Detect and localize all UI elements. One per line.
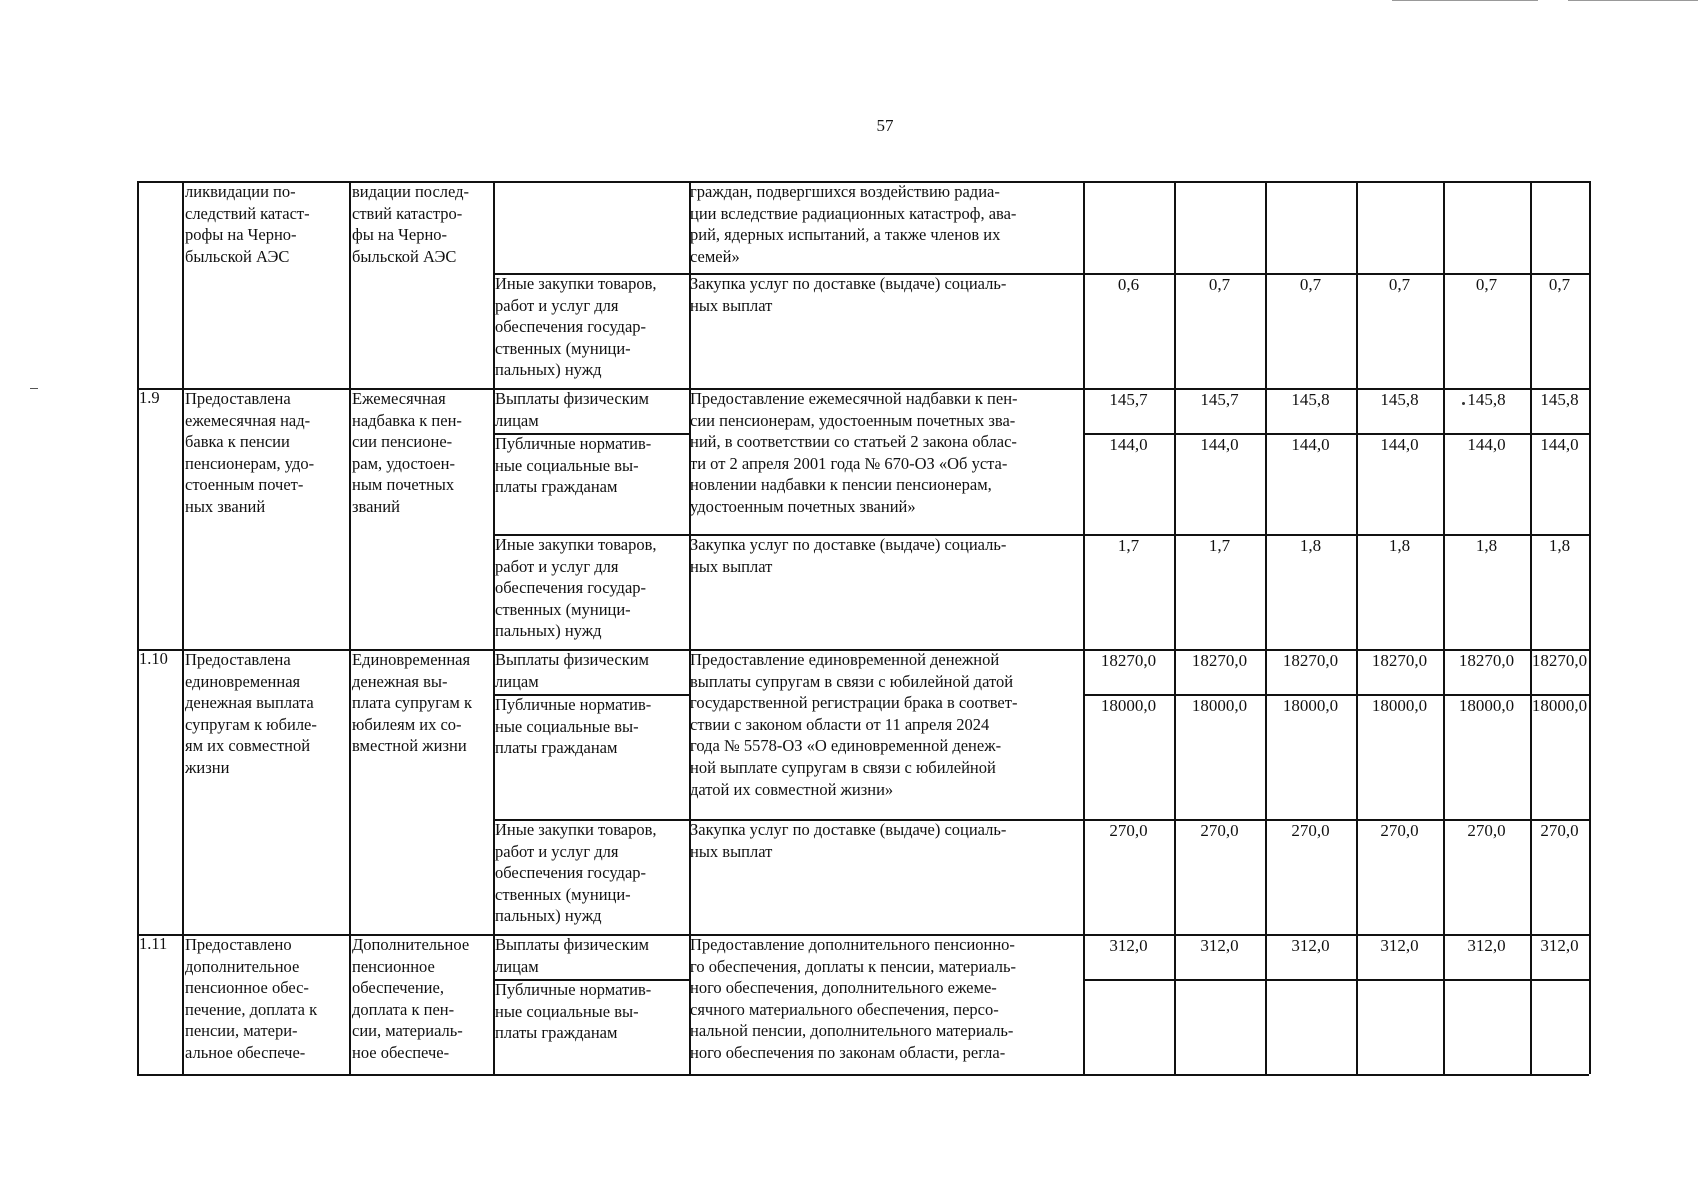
year-value: 312,0 [1200,936,1239,955]
budget-table [137,181,1589,1074]
year-value: 1,8 [1299,536,1322,555]
measure-description: Дополнительное пенсионное обеспечение, доплата к пен- сии, материаль- ное обеспече- [352,935,470,1062]
year-value: 145,8 [1291,390,1330,409]
direction-text: Закупка услуг по доставке (выдаче) социаль- ных выплат [690,535,1007,576]
year-value: 1,7 [1208,536,1231,555]
expense-type: Публичные норматив- ные социальные вы- платы гражданам [495,980,652,1043]
year-value: 18270,0 [1371,651,1428,670]
direction-text: Закупка услуг по доставке (выдаче) социаль- ных выплат [690,274,1007,315]
measure-name: Предоставлена единовременная денежная выплата супругам к юбиле- ям их совместной жизни [185,650,317,777]
year-value: 144,0 [1109,435,1148,454]
year-value: 144,0 [1200,435,1239,454]
direction-text: граждан, подвергшихся воздействию радиа- ции вследствие радиационных катастроф, ава- рий, ядерных испытаний, а также членов их семей» [690,182,1017,266]
expense-type: Выплаты физическим лицам [495,935,649,976]
year-value: 312,0 [1467,936,1506,955]
year-value: 312,0 [1540,936,1579,955]
year-value: 18000,0 [1371,696,1428,715]
year-value: 18270,0 [1458,651,1515,670]
row-index: 1.9 [139,388,160,407]
measure-name: Предоставлено дополнительное пенсионное обес- печение, доплата к пенсии, матери- альное обеспече- [185,935,318,1062]
table-rule-vertical [349,181,351,1074]
year-value: 0,6 [1117,275,1140,294]
expense-type: Публичные норматив- ные социальные вы- платы гражданам [495,695,652,758]
year-value: 270,0 [1291,821,1330,840]
year-value: 1,8 [1388,536,1411,555]
row-index: 1.10 [139,649,168,668]
year-value: 0,7 [1299,275,1322,294]
year-value: 145,8 [1540,390,1579,409]
year-value: 1,8 [1475,536,1498,555]
direction-text: Предоставление ежемесячной надбавки к пен- сии пенсионерам, удостоенным почетных зва- ний, в соответствии со статьей 2 закона облас- ти от 2 апреля 2001 года № 670-ОЗ «Об уста- новлении надбавки к пенсии пенсионерам, удостоенным почетных званий» [690,389,1018,516]
scan-edge-line [1392,0,1538,1]
year-value: 144,0 [1467,435,1506,454]
year-value: 0,7 [1548,275,1571,294]
year-value: 18000,0 [1191,696,1248,715]
measure-description: Единовременная денежная вы- плата супругам к юбилеям их со- вместной жизни [352,650,472,756]
year-value: 145,8 [1467,390,1506,409]
direction-text: Закупка услуг по доставке (выдаче) социаль- ных выплат [690,820,1007,861]
year-value: 0,7 [1388,275,1411,294]
measure-description: Ежемесячная надбавка к пен- сии пенсионе- рам, удостоен- ным почетных званий [352,389,462,516]
measure-description: видации послед- ствий катастро- фы на Черно- быльской АЭС [352,182,469,266]
year-value: 18270,0 [1100,651,1157,670]
year-value: 312,0 [1291,936,1330,955]
year-value: 0,7 [1475,275,1498,294]
table-rule-horizontal [1083,979,1589,981]
table-rule-horizontal [137,1074,1589,1076]
expense-type: Выплаты физическим лицам [495,650,649,691]
direction-text: Предоставление дополнительного пенсионно- го обеспечения, доплаты к пенсии, материаль- ного обеспечения, дополнительного ежеме- сячного материального обеспечения, персо- нальной пенсии, дополнительного материаль- ного обеспечения по законам области, регла- [690,935,1017,1062]
measure-name: Предоставлена ежемесячная над- бавка к пенсии пенсионерам, удо- стоенным почет- ных званий [185,389,315,516]
year-value: 18270,0 [1282,651,1339,670]
year-value: 18000,0 [1100,696,1157,715]
year-value: 312,0 [1380,936,1419,955]
scan-mark [30,388,38,389]
year-value: 18000,0 [1282,696,1339,715]
year-value: 145,7 [1109,390,1148,409]
direction-text: Предоставление единовременной денежной выплаты супругам в связи с юбилейной датой государственной регистрации брака в соответ- ствии с законом области от 11 апреля 2024 года № 5578-ОЗ «О единовременной денеж- ной выплате супругам в связи с юбилейной датой их совместной жизни» [690,650,1018,799]
year-value: 18000,0 [1458,696,1515,715]
expense-type: Публичные норматив- ные социальные вы- платы гражданам [495,434,652,497]
year-value: 270,0 [1109,821,1148,840]
scan-edge-line [1568,0,1698,1]
measure-name: ликвидации по- следствий катаст- рофы на Черно- быльской АЭС [185,182,310,266]
year-value: 270,0 [1467,821,1506,840]
year-value: 144,0 [1540,435,1579,454]
year-value: 18270,0 [1531,651,1588,670]
year-value: 144,0 [1380,435,1419,454]
year-value: 145,7 [1200,390,1239,409]
year-value: 270,0 [1540,821,1579,840]
year-value: 270,0 [1200,821,1239,840]
year-value: 18270,0 [1191,651,1248,670]
expense-type: Иные закупки товаров, работ и услуг для обеспечения государ- ственных (муници- пальных) нужд [495,820,657,926]
year-value: 144,0 [1291,435,1330,454]
year-value: 18000,0 [1531,696,1588,715]
expense-type: Выплаты физическим лицам [495,389,649,430]
row-index: 1.11 [139,934,168,953]
year-value: 145,8 [1380,390,1419,409]
year-value: 270,0 [1380,821,1419,840]
scan-speck [1462,402,1465,405]
expense-type: Иные закупки товаров, работ и услуг для обеспечения государ- ственных (муници- пальных) нужд [495,274,657,380]
year-value: 1,8 [1548,536,1571,555]
table-rule-vertical [1589,181,1591,1074]
expense-type: Иные закупки товаров, работ и услуг для обеспечения государ- ственных (муници- пальных) нужд [495,535,657,641]
year-value: 1,7 [1117,536,1140,555]
page-number: 57 [876,116,894,135]
year-value: 312,0 [1109,936,1148,955]
year-value: 0,7 [1208,275,1231,294]
